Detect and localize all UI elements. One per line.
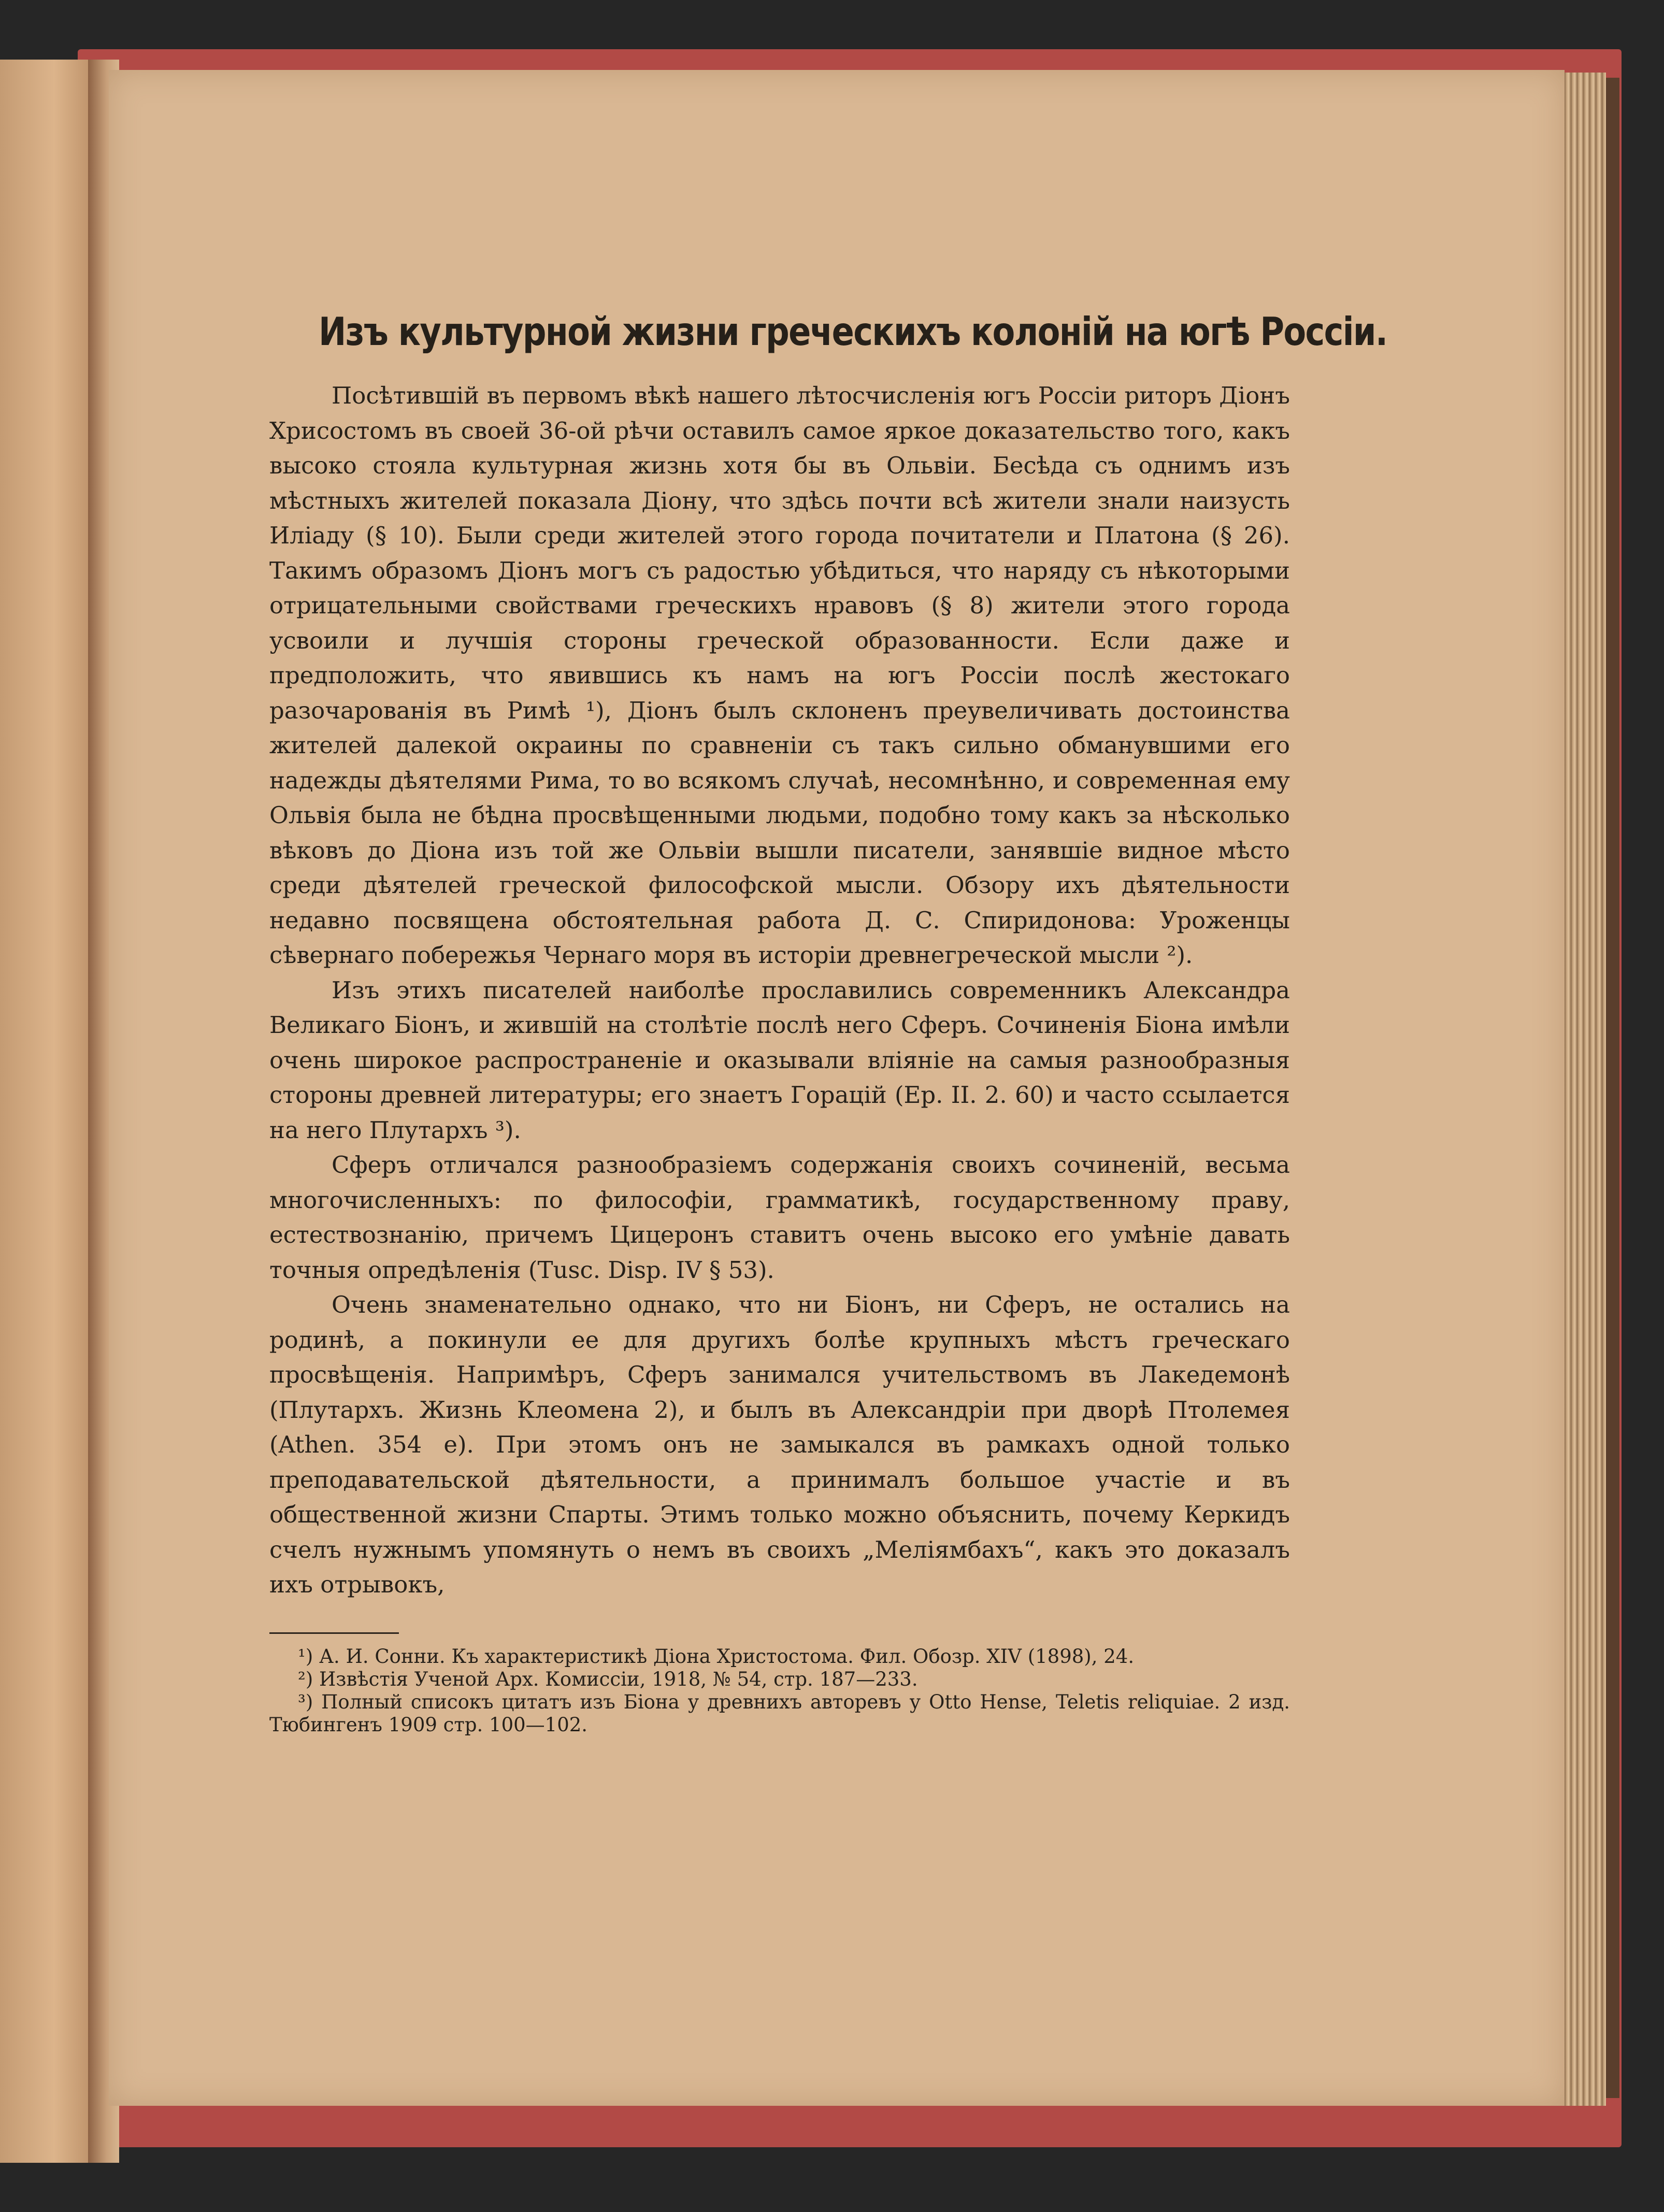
paragraph: Посѣтившій въ первомъ вѣкѣ нашего лѣтосчисленія югъ Россіи риторъ Діонъ Хрисостомъ въ своей 36-ой рѣчи оставилъ самое яркое доказательство того, какъ высоко стояла культурная жизнь хотя бы въ Ольвіи. Бесѣда съ однимъ изъ мѣстныхъ жителей показала Діону, что здѣсь почти всѣ жители знали наизусть Иліаду (§ 10). Были среди жителей этого города почитатели и Платона (§ 26). Такимъ образомъ Діонъ могъ съ радостью убѣдиться, что наряду съ нѣкоторыми отрицательными свойствами греческихъ нравовъ (§ 8) жители этого города усвоили и лучшія стороны греческой образованности. Если даже и предположить, что явившись къ намъ на югъ Россіи послѣ жестокаго разочарованія въ Римѣ ¹), Діонъ былъ склоненъ преувеличивать достоинства жителей далекой окраины по сравненіи съ такъ сильно обманувшими его надежды дѣятелями Рима, то во всякомъ случаѣ, несомнѣнно, и современная ему Ольвія была не бѣдна просвѣщенными людьми, подобно тому какъ за нѣсколько вѣковъ до Діона изъ той же Ольвіи вышли писатели, занявшіе видное мѣсто среди дѣятелей греческой философской мысли. Обзору ихъ дѣятельности недавно посвящена обстоятельная работа Д. С. Спиридонова: Уроженцы сѣвернаго побережья Чернаго моря въ исторіи древнегреческой мысли ²). (269, 382, 1290, 969)
left-facing-page (0, 60, 98, 2163)
footnotes (269, 1645, 1290, 1736)
page-content (269, 306, 1387, 1736)
spine-shadow (1606, 78, 1619, 2098)
paragraph: Очень знаменательно однако, что ни Біонъ, ни Сферъ, не остались на родинѣ, а покинули ее для другихъ болѣе крупныхъ мѣстъ греческаго просвѣщенія. Напримѣръ, Сферъ занимался учительствомъ въ Лакедемонѣ (Плутархъ. Жизнь Клеомена 2), и былъ въ Александріи при дворѣ Птолемея (Athen. 354 e). При этомъ онъ не замыкался въ рамкахъ одной только преподавательской дѣятельности, а принималъ большое участіе и въ общественной жизни Спарты. Этимъ только можно объяснить, почему Керкидъ счелъ нужнымъ упомянуть о немъ въ своихъ „Меліямбахъ“, какъ это доказалъ ихъ отрывокъ, (269, 1291, 1290, 1598)
footnote: ¹) А. И. Сонни. Къ характеристикѣ Діона Христостома. Фил. Обозр. XIV (1898), 24. (298, 1645, 1135, 1668)
paragraph: Сферъ отличался разнообразіемъ содержанія своихъ сочиненій, весьма многочисленныхъ: по философіи, грамматикѣ, государственному праву, естествознанію, причемъ Цицеронъ ставитъ очень высоко его умѣніе давать точныя опредѣленія (Tusc. Disp. IV § 53). (269, 1151, 1290, 1284)
page-edges (1565, 73, 1606, 2106)
footnote: ³) Полный списокъ цитатъ изъ Біона у древнихъ авторевъ у Otto Hense, Teletis reliquiae. 2 изд. Тюбингенъ 1909 стр. 100—102. (269, 1690, 1290, 1736)
page-title: Изъ культурной жизни греческихъ колоній на югѣ Россіи. (319, 309, 1387, 354)
footnote-divider (269, 1632, 399, 1634)
footnote: ²) Извѣстія Ученой Арх. Комиссіи, 1918, № 54, стр. 187—233. (298, 1668, 918, 1690)
paragraph: Изъ этихъ писателей наиболѣе прославились современникъ Александра Великаго Біонъ, и жившій на столѣтіе послѣ него Сферъ. Сочиненія Біона имѣли очень широкое распространеніе и оказывали вліяніе на самыя разнообразныя стороны древней литературы; его знаетъ Горацій (Ep. II. 2. 60) и часто ссылается на него Плутархъ ³). (269, 976, 1290, 1144)
body-text (269, 378, 1290, 1602)
